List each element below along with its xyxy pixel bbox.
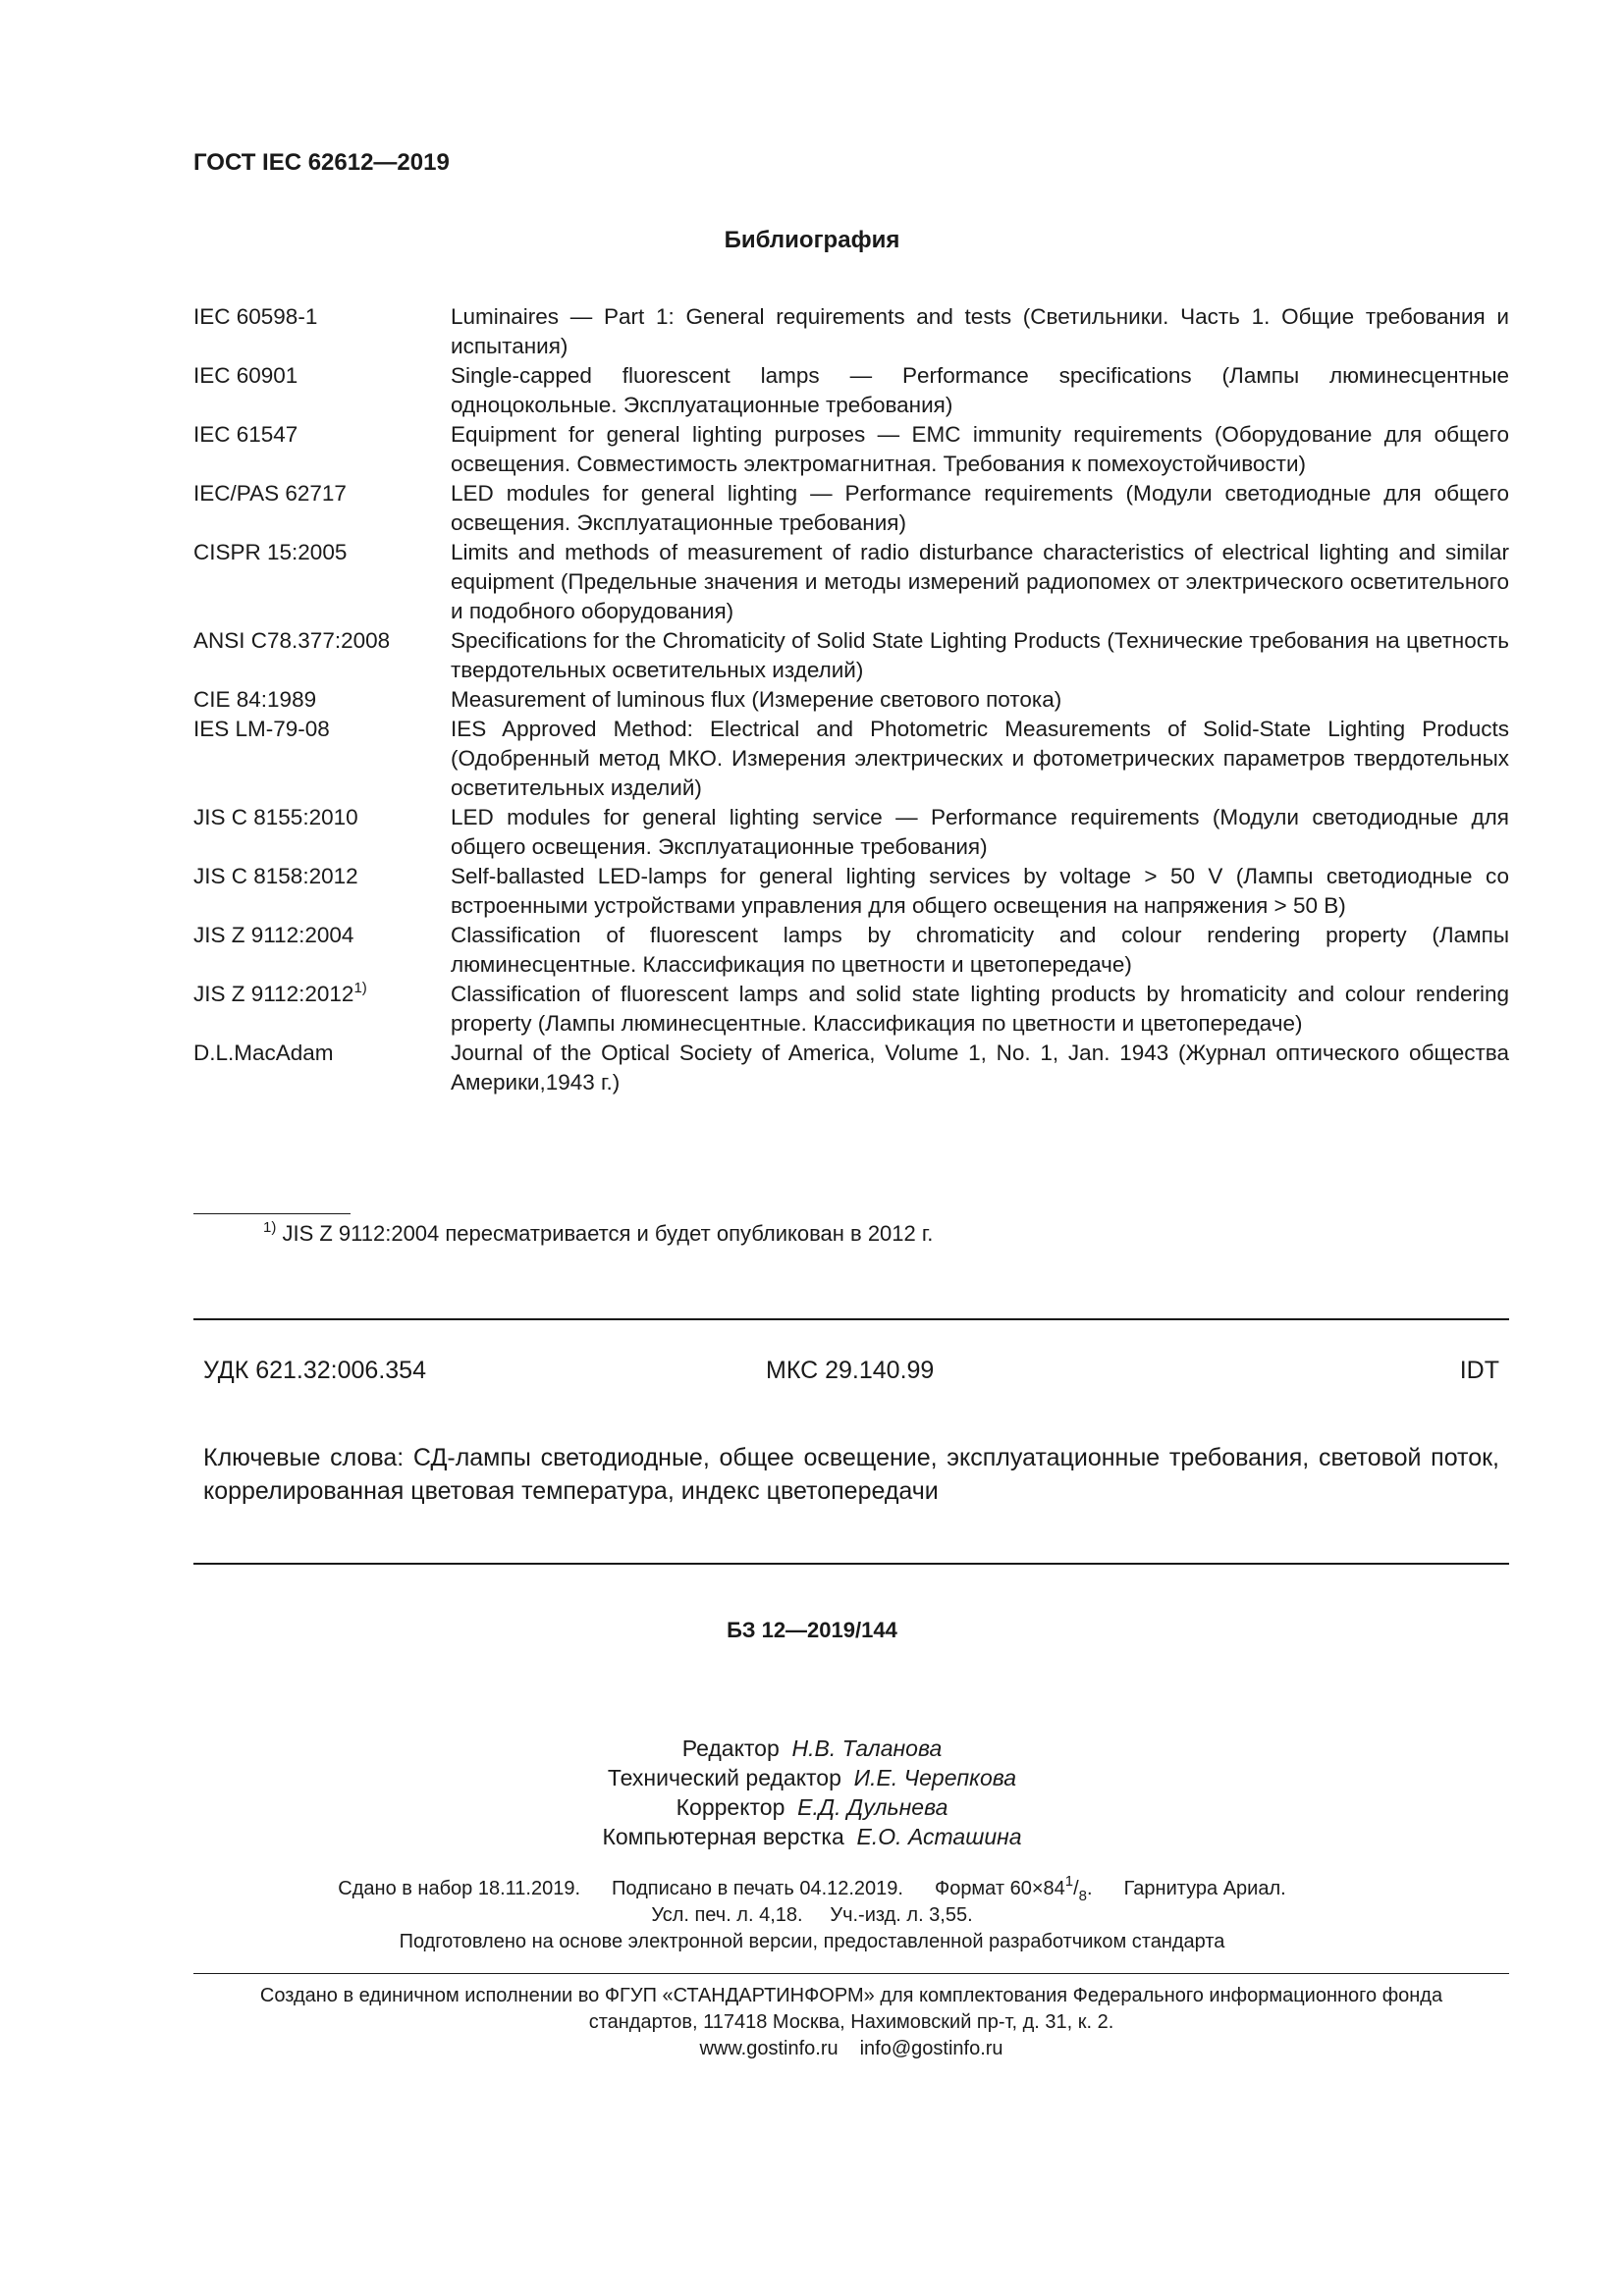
entry-text: LED modules for general lighting — Performance requirements (Модули светодиодные для общего освещения. Эксплуатационные требования) [451,481,1509,535]
entry-text: LED modules for general lighting service — Performance requirements (Модули светодиодные для общего освещения. Эксплуатационные требования) [451,805,1509,859]
entry-code: CISPR 15:2005 [193,540,348,564]
document-header: ГОСТ IEC 62612—2019 [193,149,450,176]
entry-code: JIS C 8158:2012 [193,864,358,888]
entry-code: D.L.MacAdam [193,1041,334,1065]
bibliography-entry [193,361,1509,420]
signed-date: Подписано в печать 04.12.2019. [612,1878,903,1899]
bibliography-entry [193,921,1509,980]
editor-line [0,1763,1624,1792]
editor-name: Е.Д. Дульнева [797,1794,948,1820]
entry-code: IEC/PAS 62717 [193,481,347,506]
mks-code: МКС 29.140.99 [766,1357,935,1384]
entry-code: IEC 60901 [193,363,298,388]
divider-bottom [193,1563,1509,1565]
entry-text: Single-capped fluorescent lamps — Performance specifications (Лампы люминесцентные одноцокольные. Эксплуатационные требования) [451,363,1509,417]
entry-code: IES LM-79-08 [193,717,330,741]
entry-text: Self-ballasted LED-lamps for general lighting services by voltage > 50 V (Лампы светодиодные со встроенными устройствами управления для общего освещения на напряжения > 50 В) [451,864,1509,918]
bibliography-entry [193,302,1509,361]
print-info-line [0,1902,1624,1929]
bibliography-entry [193,420,1509,479]
paper-format: Формат $60\times 84^1/_8$. [934,1873,1093,1904]
entry-code: ANSI C78.377:2008 [193,628,391,653]
entry-text: Journal of the Optical Society of America, Volume 1, No. 1, Jan. 1943 (Журнал оптического общества Америки,1943 г.) [451,1041,1509,1095]
bibliography-entry [193,479,1509,538]
editors-block [0,1734,1624,1851]
entry-code: CIE 84:1989 [193,687,317,712]
divider-top [193,1318,1509,1320]
entry-code [193,980,451,1039]
entry-text: Classification of fluorescent lamps by chromaticity and colour rendering property (Лампы люминесцентные. Классификация по цветности и цветопередаче) [451,923,1509,977]
editor-line [0,1792,1624,1822]
typeface: Гарнитура Ариал. [1123,1878,1286,1899]
footnote-separator [193,1213,351,1214]
bibliography-entry [193,685,1509,715]
publication-sheets: Уч.-изд. л. 3,55. [830,1904,973,1926]
editor-role: Технический редактор [607,1765,841,1790]
bibliography-entry [193,980,1509,1039]
entry-text: Specifications for the Chromaticity of Solid State Lighting Products (Технические требования на цветность твердотельных осветительных изделий) [451,628,1509,682]
bz-number: БЗ 12—2019/144 [727,1618,897,1642]
footnote-reference: 1) [353,980,367,996]
entry-code: IEC 61547 [193,422,298,447]
publisher-line: Создано в единичном исполнении во ФГУП «СТАНДАРТИНФОРМ» для комплектования Федерального информационного фонда [259,1985,1443,2006]
publisher-website[interactable]: www.gostinfo.ru [699,2038,839,2059]
entry-code: JIS C 8155:2010 [193,805,358,829]
editor-line [0,1734,1624,1763]
bibliography-list [193,302,1509,1097]
bibliography-title: Библиография [724,227,900,253]
prepared-note: Подготовлено на основе электронной версии, предоставленной разработчиком стандарта [399,1931,1225,1952]
bibliography-entry [193,803,1509,862]
editor-name: И.Е. Черепкова [853,1765,1017,1790]
editor-role: Редактор [681,1735,780,1761]
entry-code: IEC 60598-1 [193,304,318,329]
entry-text: IES Approved Method: Electrical and Photometric Measurements of Solid-State Lighting Products (Одобренный метод МКО. Измерения электрических и фотометрических параметров твердотельных осветительных изделий) [451,717,1509,800]
print-sheets: Усл. печ. л. 4,18. [651,1904,803,1926]
publisher-info [193,1983,1509,2062]
entry-text: Classification of fluorescent lamps and solid state lighting products by hromaticity and colour rendering property (Лампы люминесцентные. Классификация по цветности и цветопередаче) [451,982,1509,1036]
editor-name: Н.В. Таланова [791,1735,943,1761]
udk-code: УДК 621.32:006.354 [203,1357,426,1384]
bibliography-entry [193,862,1509,921]
bibliography-entry [193,715,1509,803]
print-info-line [0,1873,1624,1904]
bibliography-entry [193,626,1509,685]
publisher-email[interactable]: info@gostinfo.ru [859,2038,1003,2059]
publisher-address: стандартов, 117418 Москва, Нахимовский пр-т, д. 31, к. 2. [588,2011,1114,2033]
entry-text: Limits and methods of measurement of radio disturbance characteristics of electrical lighting and similar equipment (Предельные значения и методы измерений радиопомех от электрического осветительного и подобного оборудования) [451,540,1509,623]
editor-line [0,1822,1624,1851]
submitted-date: Сдано в набор 18.11.2019. [338,1878,581,1899]
footnote-marker: 1) [263,1219,277,1236]
editor-role: Корректор [676,1794,785,1820]
footnote [263,1221,933,1247]
bibliography-entry [193,1039,1509,1097]
entry-text: Measurement of luminous flux (Измерение светового потока) [451,687,1062,712]
publisher-contacts [193,2036,1509,2062]
editor-role: Компьютерная верстка [602,1824,844,1849]
entry-code: JIS Z 9112:2004 [193,923,354,947]
entry-code-text: JIS Z 9112:2012 [193,982,354,1006]
entry-text: Luminaires — Part 1: General requirements and tests (Светильники. Часть 1. Общие требования и испытания) [451,304,1509,358]
keywords: Ключевые слова: СД-лампы светодиодные, общее освещение, эксплуатационные требования, световой поток, коррелированная цветовая температура, индекс цветопередачи [203,1444,1499,1505]
bibliography-entry [193,538,1509,626]
print-info [0,1873,1624,1955]
divider-publisher [193,1973,1509,1974]
editor-name: Е.О. Асташина [856,1824,1022,1849]
entry-text: Equipment for general lighting purposes — EMC immunity requirements (Оборудование для общего освещения. Совместимость электромагнитная. Требования к помехоустойчивости) [451,422,1509,476]
idt-label: IDT [1459,1357,1499,1384]
footnote-text: JIS Z 9112:2004 пересматривается и будет опубликован в 2012 г. [282,1221,934,1246]
